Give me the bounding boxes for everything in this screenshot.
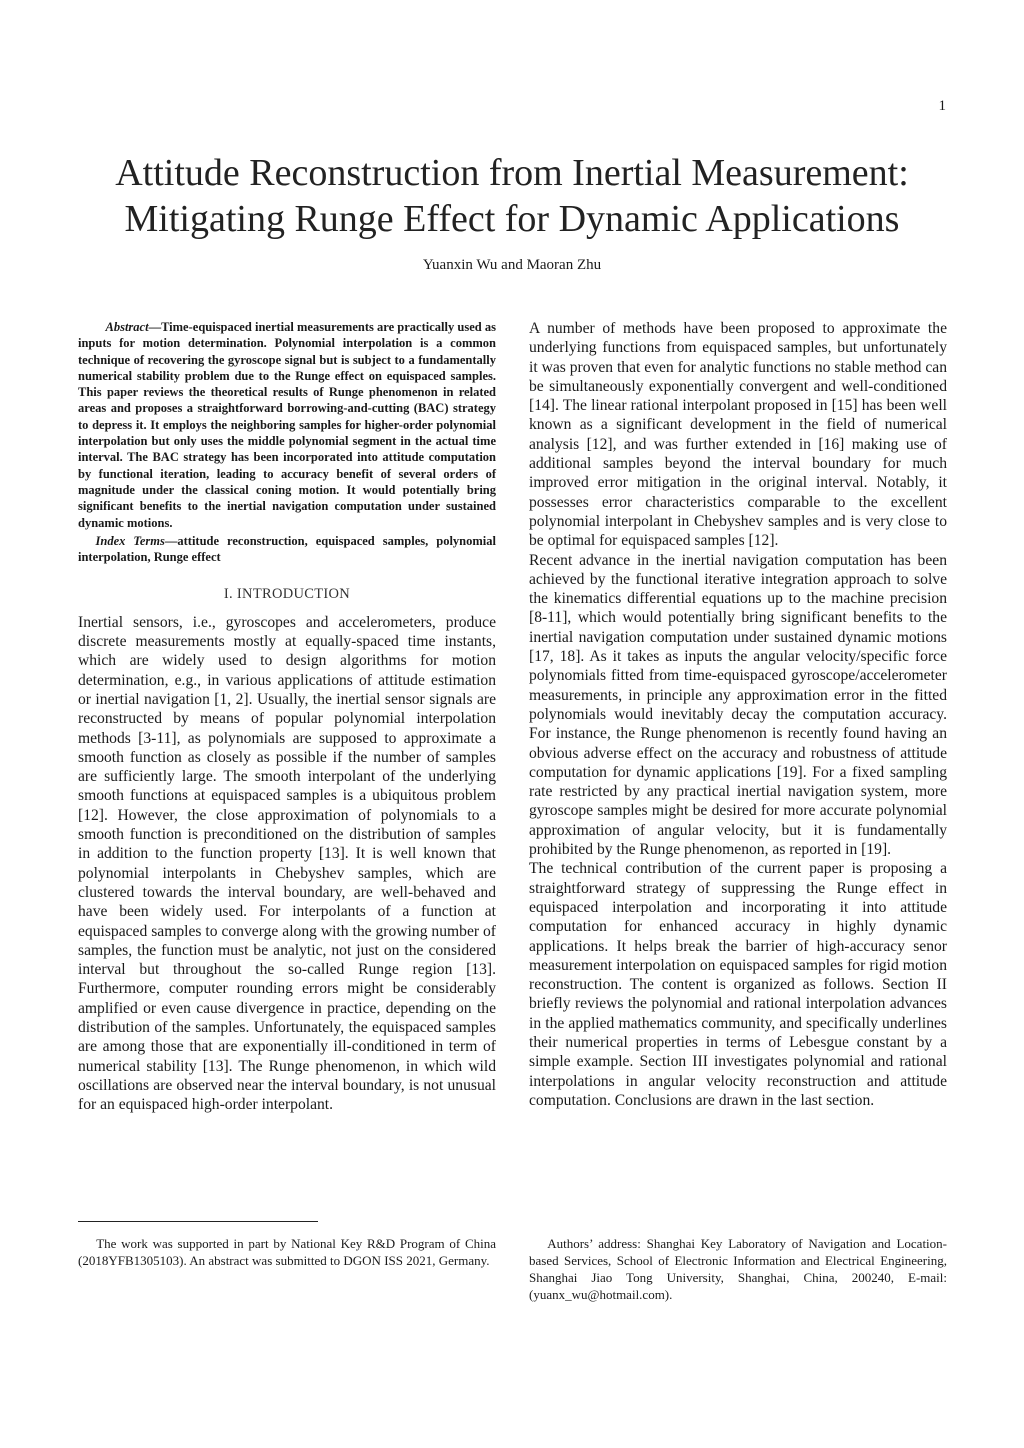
page-number: 1 [938, 98, 946, 114]
section-title-rest: NTRODUCTION [242, 586, 351, 603]
right-column [529, 319, 947, 1110]
index-terms-text: —attitude reconstruction, equispaced samples, polynomial interpolation, Runge effect [78, 533, 496, 565]
left-column [78, 319, 496, 1114]
section-numeral: I. [223, 586, 237, 603]
authors-address-footnote: Authors’ address: Shanghai Key Laboratory of Navigation and Location-based Services, School of Electronic Information and Electrical Engineering, Shanghai Jiao Tong University, Shanghai, China, 200240, E-mail: (yuanx_wu@hotmail.com). [529, 1236, 947, 1302]
abstract-label: Abstract [105, 320, 149, 334]
authors: Yuanxin Wu and Maoran Zhu [422, 257, 602, 273]
paper-title [0, 150, 1024, 242]
body-paragraph: A number of methods have been proposed to approximate the underlying functions from equispaced samples, but unfortunately it was proven that even for analytic functions no stable method can be simultaneously exponentially convergent and well-conditioned [14]. The linear rational interpolant proposed in [15] has been well known as a significant development in the field of numerical analysis [12], and was further extended in [16] making use of additional samples beyond the interval boundary for much improved error mitigation in the original interval. Notably, it possesses error characteristics comparable to the excellent polynomial interpolant in Chebyshev samples and is very close to be optimal for equispaced samples [12]. [529, 320, 947, 550]
title-line-1: Attitude Reconstruction from Inertial Measurement: [115, 152, 909, 194]
footnote-divider [78, 1221, 318, 1222]
title-line-2: Mitigating Runge Effect for Dynamic Applications [124, 198, 900, 240]
intro-paragraph: Inertial sensors, i.e., gyroscopes and accelerometers, produce discrete measurements mostly at equally-spaced time instants, which are widely used to design algorithms for motion determination, e.g., in various applications of attitude estimation or inertial navigation [1, 2]. Usually, the inertial sensor signals are reconstructed by means of popular polynomial interpolation methods [3-11], as polynomials are supposed to approximate a smooth function as closely as possible if the number of samples are sufficiently large. The smooth interpolant of the underlying smooth functions at equispaced samples is a ubiquitous problem [12]. However, the close approximation of polynomials to a smooth function is preconditioned on the distribution of samples in addition to the function property [13]. It is well known that polynomial interpolants in Chebyshev samples, which are clustered towards the interval boundary, are well-behaved and have been widely used. For interpolants of a function at equispaced samples to converge along with the growing number of samples, the function must be analytic, not just on the considered interval but throughout the so-called Runge region [13]. Furthermore, computer rounding errors might be considerably amplified or even cause divergence in practice, depending on the distribution of the samples. Unfortunately, the equispaced samples are among those that are exponentially ill-conditioned in term of numerical stability [13]. The Runge phenomenon, in which wild oscillations are observed near the interval boundary, is not unusual for an equispaced high-order interpolant. [78, 613, 496, 1114]
funding-footnote: The work was supported in part by National Key R&D Program of China (2018YFB1305103). An abstract was submitted to DGON ISS 2021, Germany. [78, 1236, 496, 1268]
index-terms [78, 533, 496, 566]
section-heading-introduction [78, 585, 496, 604]
abstract-text: —Time-equispaced inertial measurements are practically used as inputs for motion determination. Polynomial interpolation is a common technique of recovering the gyroscope signal but is subject to a fundamentally numerical stability problem due to the Runge effect on equispaced samples. This paper reviews the theoretical results of Runge phenomenon in related areas and proposes a straightforward borrowing-and-cutting (BAC) strategy to depress it. It employs the neighboring samples for higher-order polynomial interpolation but only uses the middle polynomial segment in the actual time interval. The BAC strategy has been incorporated into attitude computation by functional iteration, leading to accuracy benefit of several orders of magnitude under the classical coning motion. It would potentially bring significant benefits to the inertial navigation computation under sustained dynamic motions. [78, 320, 496, 530]
index-terms-label: Index Terms [95, 533, 165, 548]
body-paragraph: Recent advance in the inertial navigation computation has been achieved by the functional iterative integration approach to solve the kinematics differential equations up to the machine precision [8-11], which would potentially bring significant benefits to the inertial navigation computation under sustained dynamic motions [17, 18]. As it takes as inputs the angular velocity/specific force polynomials fitted from time-equispaced gyroscope/accelerometer measurements, in principle any approximation error in the fitted polynomials would inevitably decay the computation accuracy. For instance, the Runge phenomenon is recently found having an obvious adverse effect on the accuracy and robustness of attitude computation for dynamic applications [19]. For a fixed sampling rate restricted by any practical inertial navigation system, more gyroscope samples might be desired for more accurate polynomial approximation of angular velocity, but it is fundamentally prohibited by the Runge phenomenon, as reported in [19]. [529, 551, 947, 859]
body-paragraph: The technical contribution of the current paper is proposing a straightforward strategy of suppressing the Runge effect in equispaced interpolation and incorporating it into attitude computation for enhanced accuracy in highly dynamic applications. It helps break the barrier of high-accuracy senor measurement interpolation on equispaced samples for rigid motion reconstruction. The content is organized as follows. Section II briefly reviews the polynomial and rational interpolation advances in the applied mathematics community, and specifically underlines their numerical properties in terms of Lebesgue constant by a simple example. Section III investigates polynomial and rational interpolations in angular velocity reconstruction and attitude computation. Conclusions are drawn in the last section. [529, 860, 947, 1109]
abstract [78, 319, 496, 531]
section-initial: I [236, 586, 243, 603]
